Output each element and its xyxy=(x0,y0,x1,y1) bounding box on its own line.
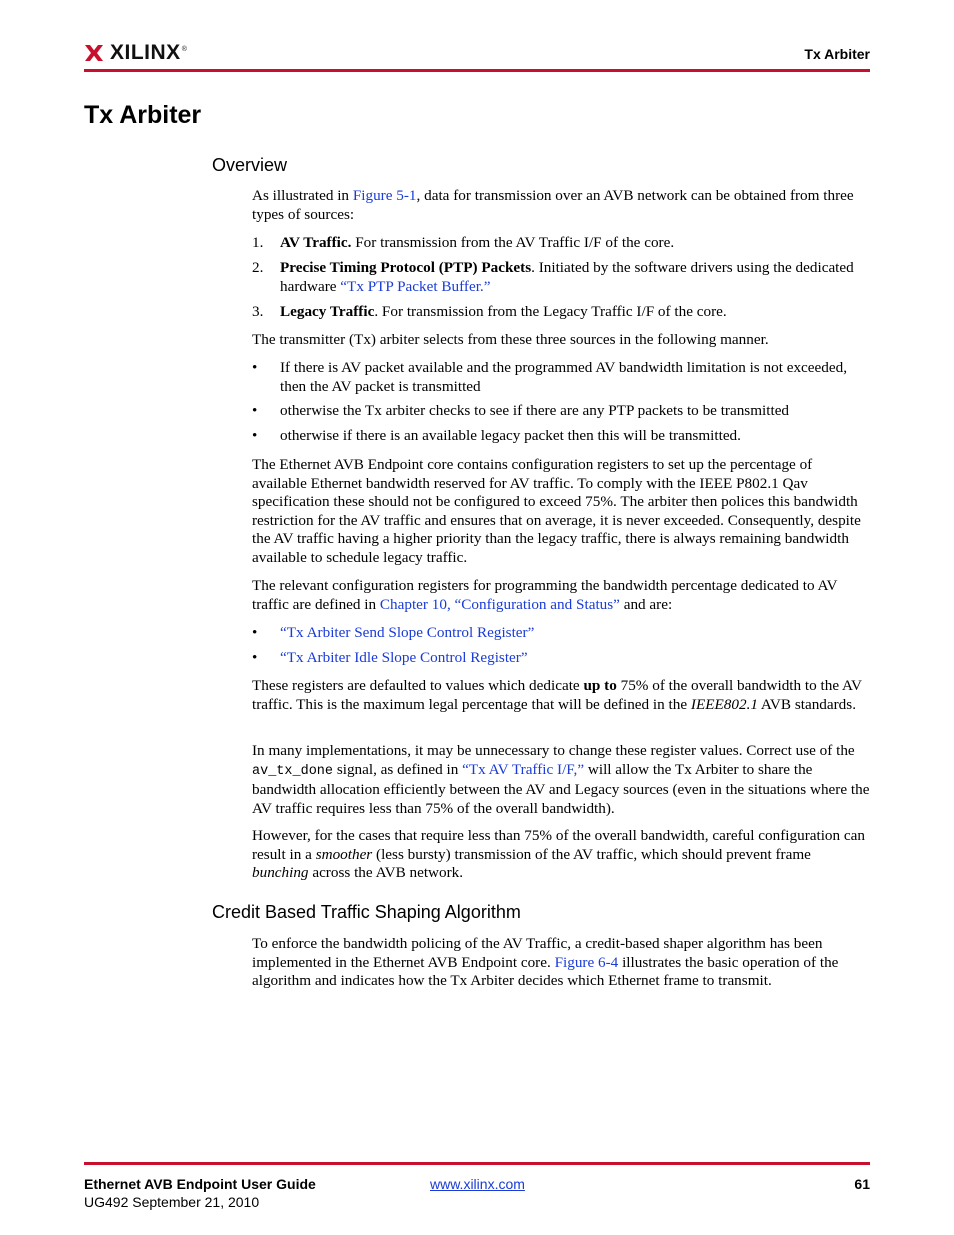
bullet-icon: • xyxy=(252,624,258,641)
list-item: • otherwise if there is an available legacy packet then this will be transmitted. xyxy=(252,427,741,444)
bullet-icon: • xyxy=(252,402,258,419)
xilinx-logo xyxy=(84,40,187,66)
figure-6-4-link[interactable]: Figure 6-4 xyxy=(554,953,619,971)
tx-av-traffic-if-link[interactable]: “Tx AV Traffic I/F,” xyxy=(462,760,585,778)
tx-ptp-packet-buffer-link[interactable]: “Tx PTP Packet Buffer.” xyxy=(340,277,491,295)
manner-paragraph: The transmitter (Tx) arbiter selects from these three sources in the following manner. xyxy=(252,331,769,348)
list-item xyxy=(252,649,870,668)
defaults-paragraph: These registers are defaulted to values which dedicate up to 75% of the overall bandwidth to the AV traffic. This is the maximum legal percentage that will be defined in the IEEE802.1 AVB standards. xyxy=(252,677,862,713)
list-item xyxy=(252,624,870,643)
idle-slope-register-link[interactable]: “Tx Arbiter Idle Slope Control Register” xyxy=(280,649,528,666)
bullet-icon: • xyxy=(252,649,258,666)
config-paragraph: The Ethernet AVB Endpoint core contains configuration registers to set up the percentage of available Ethernet bandwidth reserved for AV traffic. To comply with the IEEE P802.1 Qav specification these should not be configured to exceed 75%. The arbiter then polices this bandwidth restriction for the AV traffic and ensures that on average, it is never exceeded. Consequently, despite the AV traffic having a higher priority than the legacy traffic, there is always remaining bandwidth available to schedule legacy traffic. xyxy=(252,456,861,566)
website-link[interactable]: www.xilinx.com xyxy=(430,1176,525,1192)
running-header: Tx Arbiter xyxy=(804,46,870,62)
guide-title: Ethernet AVB Endpoint User Guide xyxy=(84,1176,316,1192)
doc-id: UG492 September 21, 2010 xyxy=(84,1194,260,1210)
implementations-paragraph: In many implementations, it may be unnecessary to change these register values. Correct use of the av_tx_done signal, as defined in “Tx AV Traffic I/F,” will allow the Tx Arbiter to share the bandwidth allocation efficiently between the AV and Legacy sources (even in the situations where the AV traffic requires less than 75% of the overall bandwidth). xyxy=(252,742,870,817)
however-paragraph: However, for the cases that require less than 75% of the overall bandwidth, careful configuration can result in a smoother (less bursty) transmission of the AV traffic, which should prevent frame bunching across the AVB network. xyxy=(252,827,865,882)
list-item: • If there is AV packet available and the programmed AV bandwidth limitation is not exceeded, then the AV packet is transmitted xyxy=(252,359,847,395)
logo-wordmark: XILINX® xyxy=(110,41,188,64)
list-item: • otherwise the Tx arbiter checks to see if there are any PTP packets to be transmitted xyxy=(252,402,790,419)
signal-name: av_tx_done xyxy=(252,763,334,779)
relevant-paragraph: The relevant configuration registers for programming the bandwidth percentage dedicated to AV traffic are defined in Chapter 10, “Configuration and Status” and are: xyxy=(252,577,838,613)
overview-heading: Overview xyxy=(212,155,288,175)
figure-5-1-link[interactable]: Figure 5-1 xyxy=(352,187,417,204)
header-rule xyxy=(84,69,870,72)
footer-rule xyxy=(84,1162,870,1165)
bullet-icon: • xyxy=(252,359,258,376)
list-item: 3. Legacy Traffic. For transmission from the Legacy Traffic I/F of the core. xyxy=(252,303,727,320)
credit-paragraph: To enforce the bandwidth policing of the AV Traffic, a credit-based shaper algorithm has been implemented in the Ethernet AVB Endpoint core. Figure 6-4 illustrates the basic operation of the algorithm and indicates how the Tx Arbiter decides which Ethernet frame to transmit. xyxy=(252,935,839,990)
page-number: 61 xyxy=(854,1176,870,1192)
chapter-10-link[interactable]: Chapter 10, “Configuration and Status” xyxy=(379,595,620,613)
page-title: Tx Arbiter xyxy=(84,101,202,129)
send-slope-register-link[interactable]: “Tx Arbiter Send Slope Control Register” xyxy=(280,624,535,641)
xilinx-logo-icon xyxy=(84,43,104,63)
intro-paragraph: As illustrated in Figure 5-1, data for transmission over an AVB network can be obtained from three types of sources: xyxy=(252,187,854,223)
bullet-icon: • xyxy=(252,427,258,444)
list-item: 2. Precise Timing Protocol (PTP) Packets. Initiated by the software drivers using the dedicated hardware “Tx PTP Packet Buffer.” xyxy=(252,259,854,295)
credit-heading: Credit Based Traffic Shaping Algorithm xyxy=(212,902,521,922)
list-item: 1. AV Traffic. For transmission from the AV Traffic I/F of the core. xyxy=(252,234,675,251)
